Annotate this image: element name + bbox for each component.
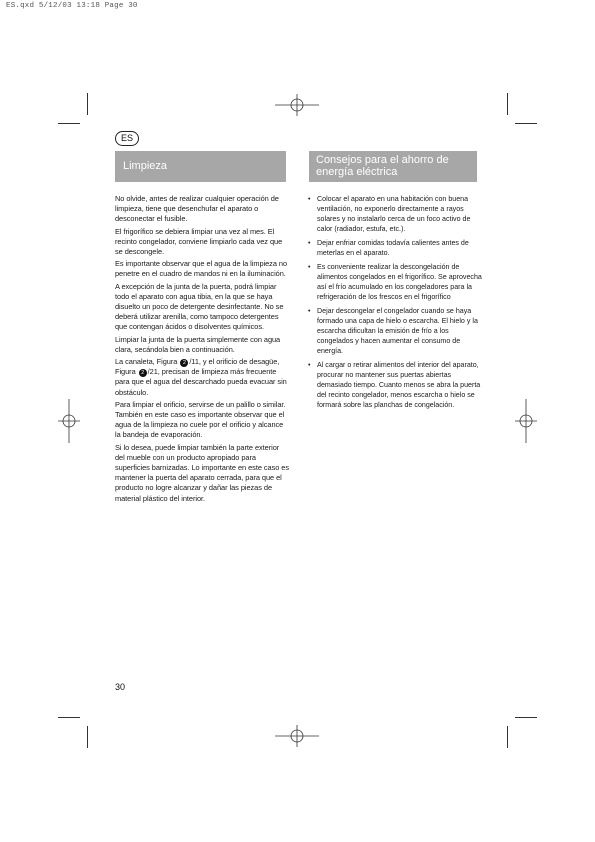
list-item bbox=[306, 306, 482, 356]
list-item bbox=[306, 194, 482, 234]
registration-mark-bottom-icon bbox=[275, 725, 319, 747]
left-column-text bbox=[115, 194, 289, 506]
list-item bbox=[306, 262, 482, 302]
crop-mark bbox=[507, 93, 508, 115]
bullet-icon: • bbox=[308, 307, 311, 315]
section-heading-consejos: Consejos para el ahorro de energía eléctrica bbox=[309, 151, 477, 182]
list-item bbox=[306, 360, 482, 410]
figure-number-icon: 2 bbox=[139, 369, 147, 377]
crop-mark bbox=[87, 726, 88, 748]
paragraph: Limpiar la junta de la puerta simplemente con agua clara, secándola bien a continuación. bbox=[115, 334, 281, 354]
paragraph: A excepción de la junta de la puerta, podrá limpiar todo el aparato con agua tibia, en la que se haya disuelto un poco de detergente desinfectante. No se deberá utilizar arenilla, como tampoco detergentes que contengan ácidos o disolventes químicos. bbox=[115, 281, 284, 332]
section-heading-limpieza: Limpieza bbox=[115, 151, 286, 182]
paragraph: Para limpiar el orificio, servirse de un palillo o similar. También en este caso es importante observar que el agua de la limpieza no cuele por el orificio y alcance la bandeja de evaporación. bbox=[115, 399, 286, 440]
right-column-tips bbox=[306, 194, 482, 414]
text-run: La canaleta, Figura bbox=[115, 357, 180, 367]
list-item-text: Al cargar o retirar alimentos del interior del aparato, procurar no mantener sus puertas abiertas demasiado tiempo. Cuanto menos se abra la puerta del recinto congelador, menos escarcha o hielo se formará sobre las planchas de congelación. bbox=[317, 361, 481, 409]
paragraph-figure-reference bbox=[115, 357, 289, 398]
figure-number-icon: 2 bbox=[180, 359, 188, 367]
registration-mark-left-icon bbox=[58, 399, 80, 443]
text-run: /11, y el orificio de desagüe, Figura bbox=[115, 357, 280, 377]
tips-list bbox=[306, 194, 482, 410]
crop-mark bbox=[87, 93, 88, 115]
list-item-text: Dejar enfriar comidas todavía calientes antes de meterlas en el aparato. bbox=[317, 239, 469, 257]
list-item-text: Es conveniente realizar la descongelación de alimentos congelados en el frigorífico. Se aprovecha así el frío acumulado en los congeladores para la refrigeración de los frescos en el frigorífico bbox=[317, 263, 482, 301]
paragraph: Es importante observar que el agua de la limpieza no penetre en el cuadro de mandos ni en la iluminación. bbox=[115, 259, 288, 279]
bullet-icon: • bbox=[308, 361, 311, 369]
registration-mark-right-icon bbox=[515, 399, 537, 443]
language-badge: ES bbox=[115, 131, 139, 146]
list-item-text: Colocar el aparato en una habitación con buena ventilación, no exponerlo directamente a rayos solares y no instalarlo cerca de un foco activo de calor (radiador, estufa, etc.). bbox=[317, 195, 471, 233]
crop-mark bbox=[58, 717, 80, 718]
paragraph: No olvide, antes de realizar cualquier operación de limpieza, tiene que desenchufar el aparato o desconectar el fusible. bbox=[115, 194, 279, 224]
bullet-icon: • bbox=[308, 263, 311, 271]
page-number: 30 bbox=[115, 682, 126, 692]
crop-mark bbox=[515, 123, 537, 124]
print-slug: ES.qxd 5/12/03 13:18 Page 30 bbox=[6, 2, 138, 10]
list-item-text: Dejar descongelar el congelador cuando se haya formado una capa de hielo o escarcha. El hielo y la escarcha dificultan la emisión de frío a los congelados y hacen aumentar el consumo de energía. bbox=[317, 307, 478, 355]
bullet-icon: • bbox=[308, 239, 311, 247]
bullet-icon: • bbox=[308, 195, 311, 203]
paragraph: Si lo desea, puede limpiar también la parte exterior del mueble con un producto apropiado para superficies barnizadas. Lo importante en este caso es mantener la puerta del aparato cerrada, para que el producto no logre alcanzar y dañar las piezas de material plástico del interior. bbox=[115, 442, 290, 503]
crop-mark bbox=[58, 123, 80, 124]
registration-mark-top-icon bbox=[275, 94, 319, 116]
text-run: /21, precisan de limpieza más frecuente para que el agua del descarchado pueda evacuar sin obstáculo. bbox=[115, 367, 287, 397]
crop-mark bbox=[515, 717, 537, 718]
crop-mark bbox=[507, 726, 508, 748]
list-item bbox=[306, 238, 482, 258]
paragraph: El frigorífico se debiera limpiar una vez al mes. El recinto congelador, conviene limpiarlo cada vez que se descongele. bbox=[115, 226, 283, 257]
